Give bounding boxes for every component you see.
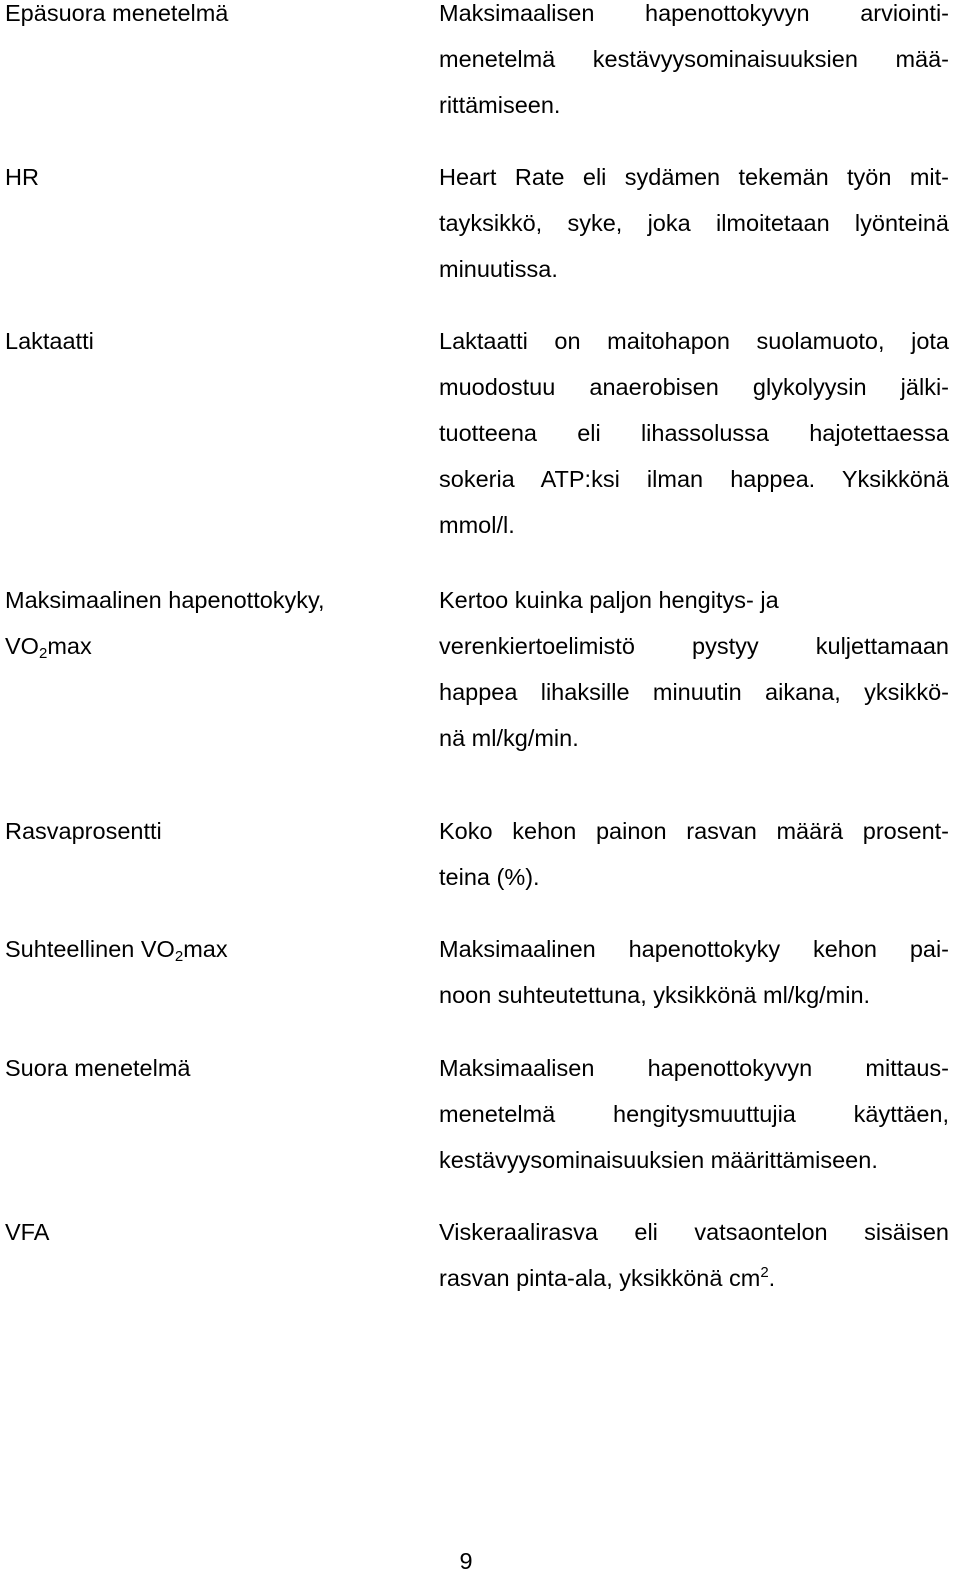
glossary-definition: [439, 1209, 949, 1301]
term-line: Maksimaalinen hapenottokyky,: [5, 587, 325, 613]
definition-line: Heart Rate eli sydämen tekemän työn mit-: [439, 164, 949, 190]
definition-line: Koko kehon painon rasvan määrä prosent-: [439, 818, 949, 844]
definition-line: Laktaatti on maitohapon suolamuoto, jota: [439, 328, 949, 354]
definition-line: Viskeraalirasva eli vatsaontelon sisäisen: [439, 1219, 949, 1245]
definition-line: menetelmä kestävyysominaisuuksien mää-: [439, 46, 949, 72]
glossary-term: [5, 577, 425, 669]
definition-line: Kertoo kuinka paljon hengitys- ja: [439, 587, 779, 613]
glossary-term: VFA: [5, 1219, 50, 1245]
glossary-term: Epäsuora menetelmä: [5, 0, 229, 26]
definition-line: verenkiertoelimistö pystyy kuljettamaan: [439, 633, 949, 659]
glossary-definition: [439, 577, 949, 761]
definition-line: Maksimaalinen hapenottokyky kehon pai-: [439, 936, 949, 962]
subscript: 2: [38, 645, 48, 662]
definition-line: noon suhteutettuna, yksikkönä ml/kg/min.: [439, 982, 871, 1008]
term-text: VO: [5, 633, 39, 659]
definition-text: .: [768, 1265, 776, 1291]
glossary-term: [5, 926, 425, 972]
definition-line: Maksimaalisen hapenottokyvyn arviointi-: [439, 0, 949, 26]
definition-line: happea lihaksille minuutin aikana, yksikkö-: [439, 679, 949, 705]
definition-line: muodostuu anaerobisen glykolyysin jälki-: [439, 374, 949, 400]
glossary-term: HR: [5, 164, 39, 190]
definition-line: nä ml/kg/min.: [439, 725, 579, 751]
definition-line: Maksimaalisen hapenottokyvyn mittaus-: [439, 1055, 949, 1081]
definition-line: kestävyysominaisuuksien määrittämiseen.: [439, 1147, 878, 1173]
term-text: max: [183, 936, 228, 962]
glossary-term: Rasvaprosentti: [5, 818, 162, 844]
glossary-definition: [439, 808, 949, 900]
glossary-term: Suora menetelmä: [5, 1055, 191, 1081]
definition-line: teina (%).: [439, 864, 540, 890]
term-text: max: [47, 633, 92, 659]
definition-line: [439, 1255, 949, 1301]
definition-line: sokeria ATP:ksi ilman happea. Yksikkönä: [439, 466, 949, 492]
superscript: 2: [760, 1264, 769, 1281]
page-number: 9: [459, 1548, 473, 1574]
definition-text: rasvan pinta-ala, yksikkönä cm: [439, 1265, 761, 1291]
glossary-definition: [439, 926, 949, 1018]
subscript: 2: [174, 948, 184, 965]
definition-line: rittämiseen.: [439, 92, 561, 118]
glossary-term: Laktaatti: [5, 328, 94, 354]
glossary-definition: [439, 318, 949, 548]
term-text: Suhteellinen VO: [5, 936, 175, 962]
glossary-definition: [439, 1045, 949, 1183]
glossary-definition: [439, 154, 949, 292]
definition-line: tayksikkö, syke, joka ilmoitetaan lyönteinä: [439, 210, 949, 236]
glossary-definition: [439, 0, 949, 128]
definition-line: mmol/l.: [439, 512, 515, 538]
definition-line: menetelmä hengitysmuuttujia käyttäen,: [439, 1101, 949, 1127]
definition-line: tuotteena eli lihassolussa hajotettaessa: [439, 420, 949, 446]
term-line: [5, 623, 425, 669]
definition-line: minuutissa.: [439, 256, 558, 282]
